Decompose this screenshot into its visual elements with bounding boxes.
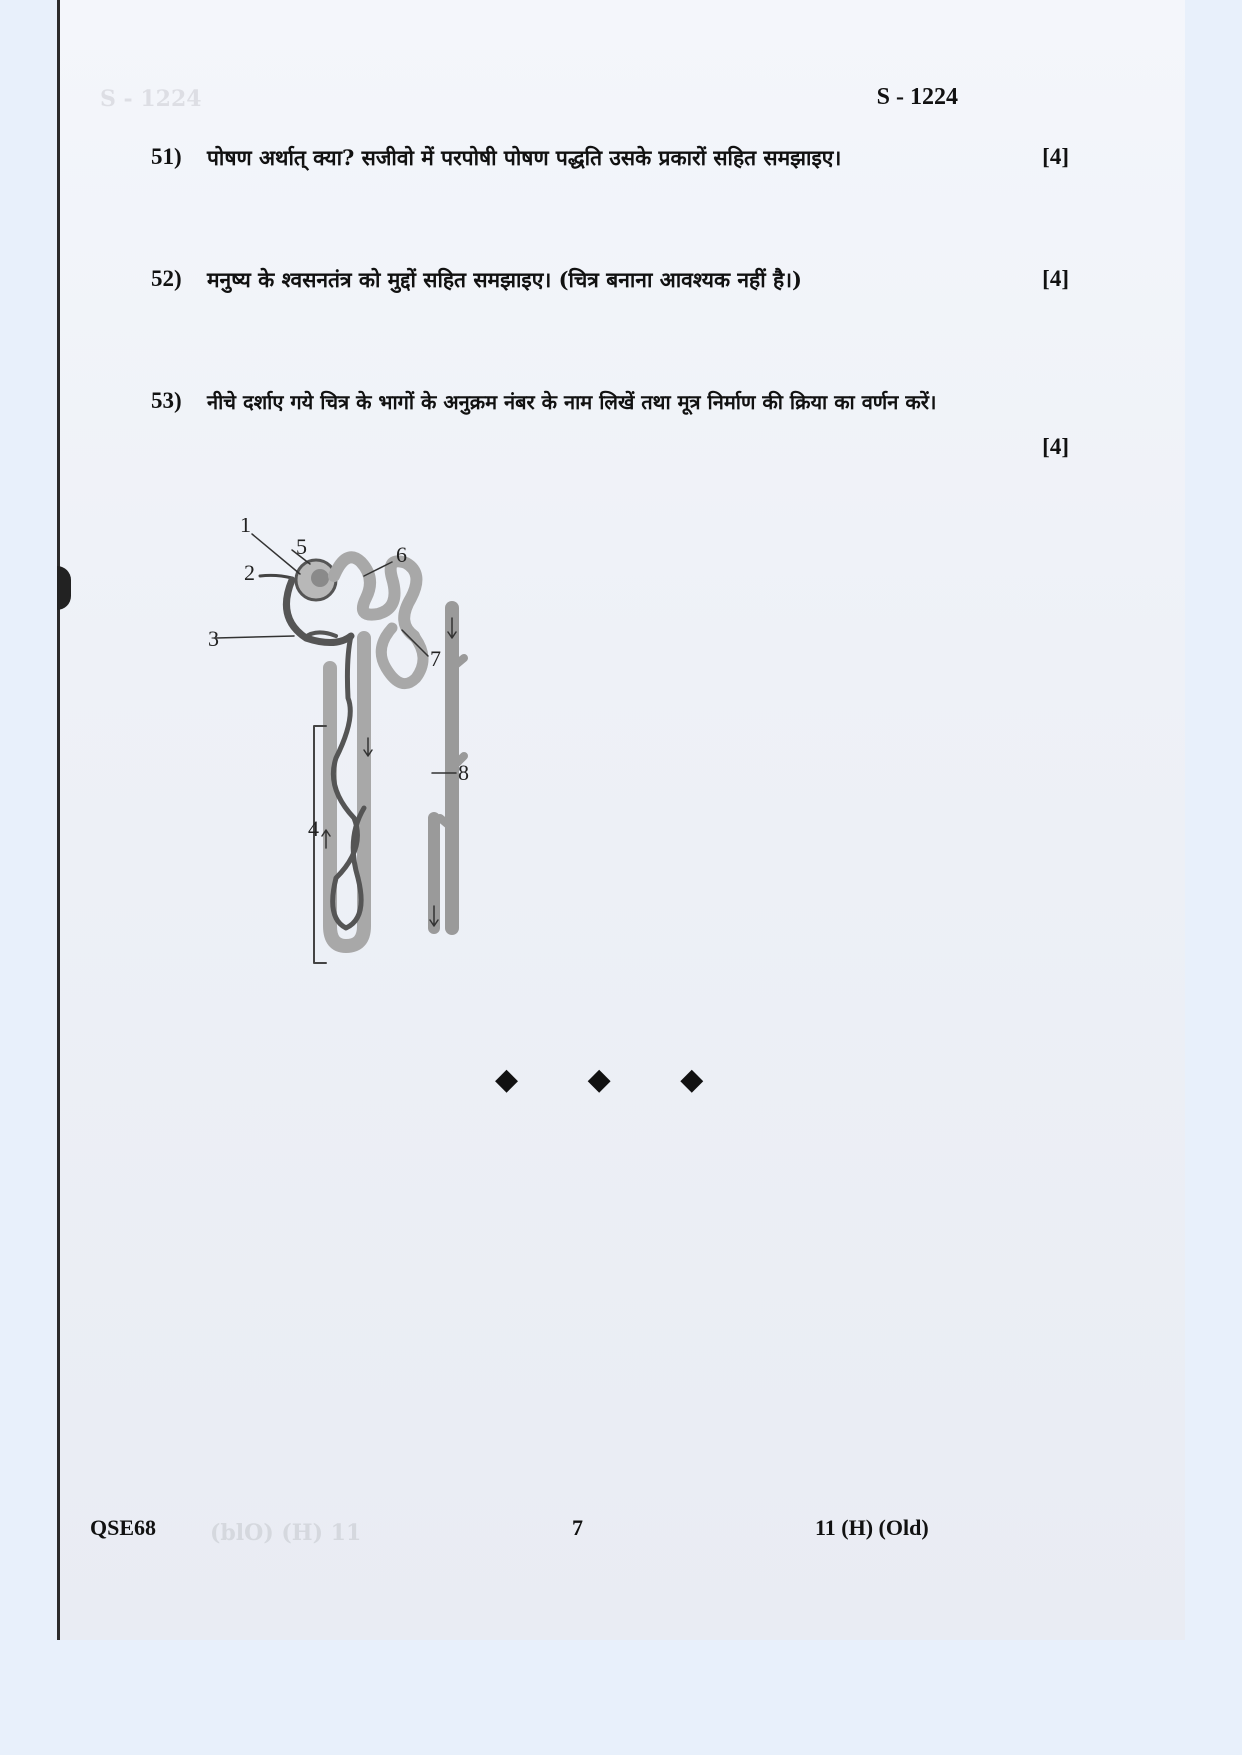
nephron-diagram bbox=[196, 518, 496, 968]
label-3: 3 bbox=[208, 626, 219, 651]
question-marks: [4] bbox=[1042, 144, 1069, 169]
label-6: 6 bbox=[396, 542, 407, 567]
proximal-tubule bbox=[334, 557, 416, 636]
label-7: 7 bbox=[430, 646, 441, 671]
afferent-arteriole bbox=[260, 575, 292, 578]
question-marks: [4] bbox=[1042, 266, 1069, 291]
distal-tubule bbox=[381, 628, 423, 684]
paper-code: S - 1224 bbox=[876, 84, 958, 110]
question-number: 52) bbox=[151, 266, 182, 291]
bleed-through-footer: (blO) (H) 11 bbox=[210, 1520, 362, 1546]
question-marks: [4] bbox=[1042, 434, 1069, 459]
question-text: पोषण अर्थात् क्या? सजीवो में परपोषी पोषण पद्धति उसके प्रकारों सहित समझाइए। bbox=[207, 145, 842, 170]
label-4: 4 bbox=[308, 816, 319, 841]
footer-subject: 11 (H) (Old) bbox=[815, 1515, 929, 1540]
question-number: 51) bbox=[151, 144, 182, 169]
label-5: 5 bbox=[296, 534, 307, 559]
bleed-through-text: S - 1224 bbox=[100, 86, 202, 112]
label-1: 1 bbox=[240, 518, 251, 537]
label-2: 2 bbox=[244, 560, 255, 585]
question-text: मनुष्य के श्वसनतंत्र को मुद्दों सहित समझाइए। (चित्र बनाना आवश्यक नहीं है।) bbox=[207, 267, 802, 292]
glomerulus bbox=[311, 569, 329, 587]
page-number: 7 bbox=[572, 1515, 583, 1540]
label-8: 8 bbox=[458, 760, 469, 785]
footer-code: QSE68 bbox=[90, 1515, 157, 1540]
end-separator: ◆ ◆ ◆ bbox=[495, 1062, 734, 1097]
question-text: नीचे दर्शाए गये चित्र के भागों के अनुक्रम नंबर के नाम लिखें तथा मूत्र निर्माण की क्रिया का वर्णन करें। bbox=[207, 390, 937, 414]
question-number: 53) bbox=[151, 388, 182, 413]
